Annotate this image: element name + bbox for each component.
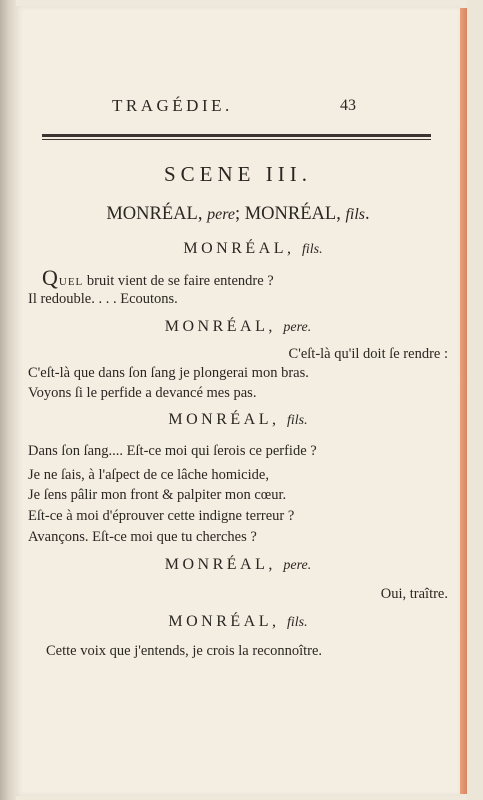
cast-separator-2: ; (234, 204, 241, 224)
cast-separator-3: , (336, 204, 341, 224)
verse-line: C'eſt-là que dans ſon ſang je plongerai mon bras. (28, 365, 309, 381)
header-rule-thin (42, 139, 431, 140)
cast-role-2: fils (345, 206, 365, 223)
speaker-label: MONRÉAL, pere. (164, 556, 312, 573)
small-capitals: UEL (58, 276, 84, 288)
verse-line: Eſt-ce à moi d'éprouver cette indigne terreur ? (28, 508, 295, 524)
page-edge-colored (460, 8, 467, 794)
verse-line: C'eſt-là qu'il doit ſe rendre : (288, 346, 448, 362)
verse-line: Oui, traître. (380, 586, 448, 602)
drop-capital: Q (42, 265, 59, 290)
speaker-name: MONRÉAL (168, 411, 272, 428)
speaker-role: pere. (283, 558, 312, 573)
book-gutter (0, 0, 16, 800)
cast-end: . (365, 204, 370, 224)
cast-name-2: MONRÉAL (244, 204, 337, 224)
book-page (16, 6, 460, 796)
page-number: 43 (340, 97, 356, 114)
verse-line: Il redouble. . . . Ecoutons. (28, 291, 178, 307)
speaker-role: fils. (286, 615, 308, 630)
verse-line: Dans ſon ſang.... Eſt-ce moi qui ſerois ce perfide ? (28, 443, 317, 459)
speaker-name: MONRÉAL (183, 240, 287, 257)
verse-line: Cette voix que j'entends, je crois la reconnoître. (46, 643, 323, 659)
verse-line: Voyons ſi le perfide a devancé mes pas. (28, 385, 257, 401)
speaker-name: MONRÉAL (164, 556, 269, 573)
verse-line: Avançons. Eſt-ce moi que tu cherches ? (28, 529, 257, 545)
verse-text: bruit vient de se faire entendre ? (83, 273, 274, 289)
cast-role-1: pere (207, 206, 235, 223)
running-title: TRAGÉDIE. (112, 96, 233, 115)
cast-name-1: MONRÉAL (106, 204, 198, 224)
header-rule-thick (42, 134, 431, 137)
scene-title: SCENE III. (164, 162, 312, 186)
running-head (16, 96, 460, 118)
speaker-label: MONRÉAL, fils. (168, 411, 308, 428)
cast-separator-1: , (197, 204, 203, 224)
speaker-label: MONRÉAL, pere. (164, 318, 312, 335)
speaker-name: MONRÉAL (168, 613, 272, 630)
speaker-label: MONRÉAL, fils. (168, 613, 308, 630)
speaker-label: MONRÉAL, fils. (183, 240, 323, 257)
speaker-role: fils. (286, 413, 308, 428)
speaker-role: pere. (283, 320, 312, 335)
page-margin-right (467, 0, 483, 800)
speaker-role: fils. (301, 242, 323, 257)
speaker-name: MONRÉAL (164, 318, 269, 335)
verse-line: Je ſens pâlir mon front & palpiter mon cœur. (28, 487, 287, 503)
scene-cast (16, 204, 460, 225)
verse-line (42, 265, 274, 291)
verse-line: Je ne ſais, à l'aſpect de ce lâche homicide, (28, 467, 269, 483)
